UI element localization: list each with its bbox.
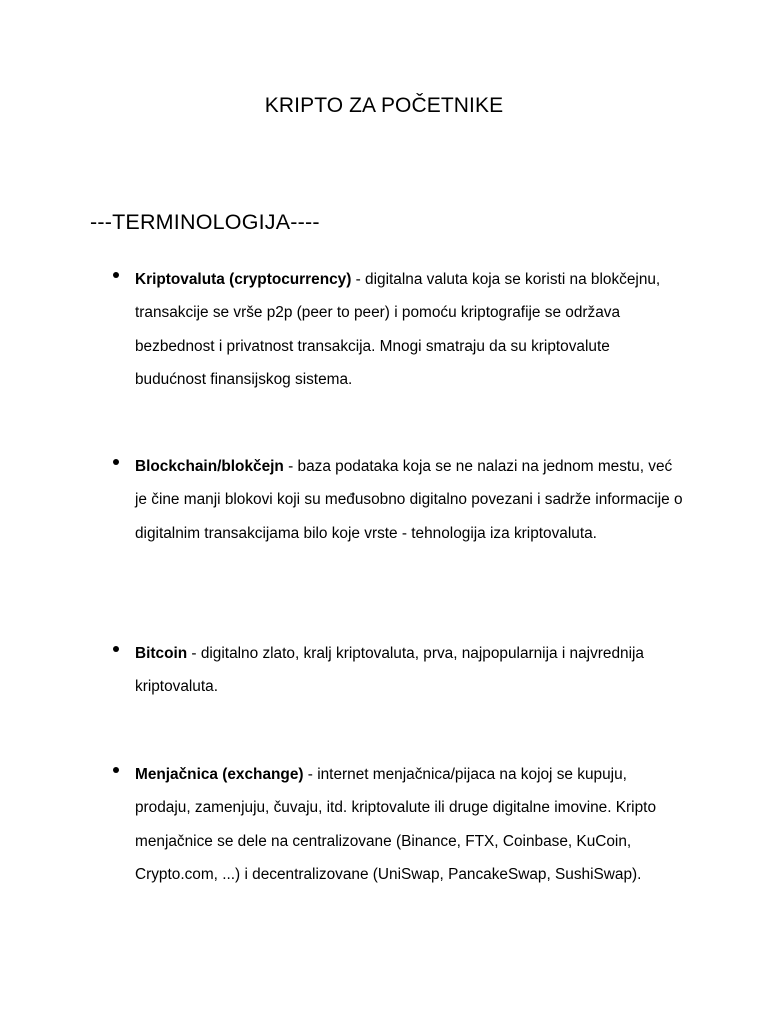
- document-title: KRIPTO ZA POČETNIKE: [264, 94, 504, 117]
- term-name: Bitcoin: [135, 645, 188, 662]
- bullet-icon: [113, 459, 119, 465]
- term-definition: - digitalno zlato, kralj kriptovaluta, prva, najpopularnija i najvrednija kriptovaluta.: [135, 645, 644, 696]
- term-paragraph: [135, 263, 683, 396]
- term-name: Kriptovaluta (cryptocurrency): [135, 271, 352, 288]
- term-paragraph: [135, 758, 683, 891]
- term-definition: - baza podataka koja se ne nalazi na jednom mestu, već je čine manji blokovi koji su međusobno digitalno povezani i sadrže informacije o digitalnim transakcijama bilo koje vrste - tehnologija iza kriptovaluta.: [135, 458, 683, 542]
- bullet-icon: [113, 767, 119, 773]
- term-paragraph: [135, 450, 683, 550]
- term-name: Menjačnica (exchange): [135, 766, 304, 783]
- bullet-icon: [113, 272, 119, 278]
- term-name: Blockchain/blokčejn: [135, 458, 284, 475]
- section-heading: ---TERMINOLOGIJA----: [90, 210, 320, 234]
- term-definition: - internet menjačnica/pijaca na kojoj se kupuju, prodaju, zamenjuju, čuvaju, itd. kriptovalute ili druge digitalne imovine. Kripto menjačnice se dele na centralizovane (Binance, FTX, Coinbase, KuCoin, Crypto.com, ...) i decentralizovane (UniSwap, PancakeSwap, SushiSwap).: [135, 766, 656, 883]
- bullet-icon: [113, 646, 119, 652]
- term-definition: - digitalna valuta koja se koristi na blokčejnu, transakcije se vrše p2p (peer to peer) i pomoću kriptografije se održava bezbednost i privatnost transakcija. Mnogi smatraju da su kriptovalute budućnost finansijskog sistema.: [135, 271, 661, 388]
- term-paragraph: [135, 637, 683, 704]
